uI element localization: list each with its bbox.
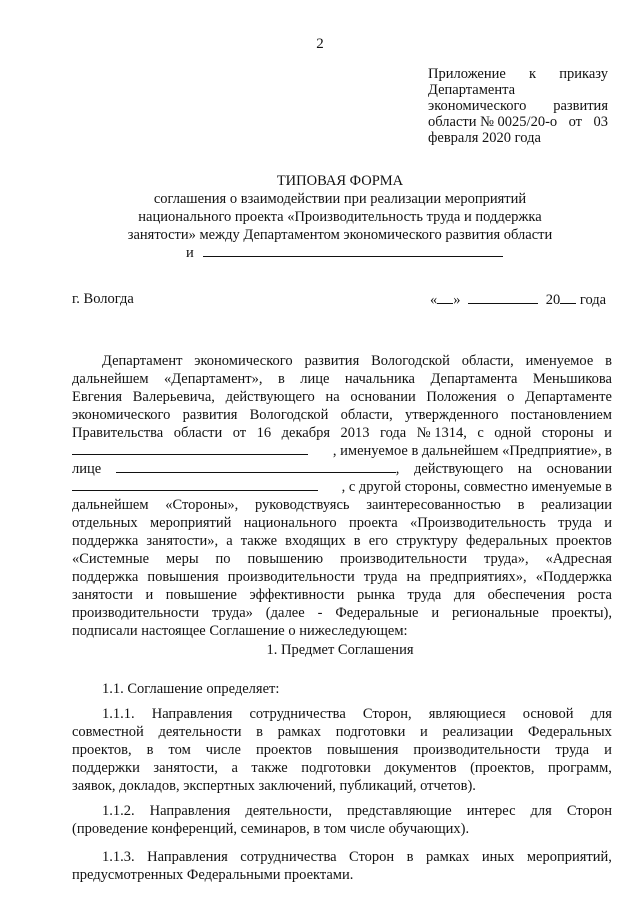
word: производительности: [340, 551, 468, 567]
word: Сторон,: [362, 706, 412, 722]
word: труда: [407, 587, 442, 603]
document-subtitle-counterparty: [186, 244, 503, 262]
document-subtitle-line: занятости» между Департаментом экономического развития области: [127, 227, 553, 243]
document-subtitle-line: соглашения о взаимодействии при реализации мероприятий: [153, 191, 527, 207]
word: рамках: [426, 849, 470, 865]
representative-blank: [116, 460, 396, 473]
word: Евгения: [72, 389, 123, 405]
word: 1.1.2.: [102, 803, 135, 819]
word: производительности: [72, 605, 199, 621]
word: а: [226, 533, 233, 549]
text-fragment: заявок, докладов, экспертных заключений, публикаций, отчетов).: [72, 778, 476, 794]
text-line: [72, 496, 612, 514]
word: реализации: [442, 724, 514, 740]
clause-1-1-3: [72, 848, 612, 884]
word: начальника: [344, 371, 415, 387]
text-line: [72, 370, 612, 388]
text-line: [72, 352, 612, 370]
word: Вологодской: [249, 407, 329, 423]
word: Направления: [147, 849, 228, 865]
word: основании: [546, 461, 612, 477]
text-fragment: , с другой стороны, совместно именуемые в: [341, 479, 612, 495]
date-close-quote: »: [453, 292, 461, 308]
word: структуру: [396, 533, 458, 549]
word: основании: [350, 389, 416, 405]
word: лице: [300, 371, 330, 387]
word: стороны: [541, 425, 594, 441]
appendix-line: [428, 66, 608, 82]
word: федеральных: [465, 533, 548, 549]
word: Сторон: [566, 803, 612, 819]
word: рынка: [356, 587, 395, 603]
word: занятости»,: [146, 533, 219, 549]
text-fragment: (проведение конференций, семинаров, в том числе обучающих).: [72, 821, 470, 837]
word: для: [590, 706, 612, 722]
text-line: [72, 586, 612, 604]
document-title: ТИПОВАЯ ФОРМА: [276, 173, 404, 189]
year-blank: [560, 291, 576, 304]
text-line: [72, 866, 612, 884]
word: с: [477, 425, 484, 441]
appendix-header: [428, 66, 608, 146]
word: «Департамент»,: [163, 371, 263, 387]
text-line: [72, 442, 612, 460]
text-line: [72, 532, 612, 550]
word: являющиеся: [428, 706, 506, 722]
text-line: [72, 777, 612, 795]
basis-blank: [72, 478, 318, 491]
word: предприятиях»,: [429, 569, 527, 585]
word: и: [145, 587, 154, 603]
word: ,: [395, 461, 400, 477]
text-line: [72, 550, 612, 568]
word: «Системные: [72, 551, 150, 567]
word: сотрудничества: [240, 849, 337, 865]
word: утвержденного: [405, 407, 499, 423]
word: развития: [182, 407, 238, 423]
word: на: [517, 461, 532, 477]
word: постановлением: [510, 407, 612, 423]
word: Вологодской: [371, 353, 450, 369]
word: Направления: [151, 706, 233, 722]
word: Сторон: [349, 849, 395, 865]
word: национального: [243, 515, 337, 531]
text-line: [72, 388, 612, 406]
word: совместной: [72, 724, 144, 740]
city: г. Вологда: [72, 291, 134, 307]
appendix-line: Департамента: [428, 82, 516, 98]
text-line: [72, 741, 612, 759]
word: поддержка: [72, 533, 139, 549]
word: в: [517, 497, 525, 513]
word: представляющие: [346, 803, 452, 819]
word: в: [406, 849, 414, 865]
word: проектов: [255, 742, 312, 758]
word: том: [168, 742, 191, 758]
page-number: 2: [316, 36, 324, 52]
word: 16: [256, 425, 272, 441]
text-line: [72, 424, 612, 442]
text-fragment: , именуемое в дальнейшем «Предприятие», в: [332, 443, 612, 459]
word: повышению: [247, 551, 324, 567]
word: рамках: [277, 724, 322, 740]
word: года: [380, 425, 407, 441]
word: области,: [461, 353, 514, 369]
word: повышения: [147, 569, 219, 585]
word: числе: [205, 742, 241, 758]
word: реализации: [541, 497, 612, 513]
word: и: [420, 724, 428, 740]
text-line: [72, 514, 612, 532]
word: «Производительность: [410, 515, 546, 531]
word: занятости,: [153, 760, 218, 776]
counterparty-prefix: и: [186, 245, 194, 261]
appendix-word: приказу: [559, 66, 608, 82]
text-line: [72, 478, 612, 496]
word: иных: [481, 849, 515, 865]
word: дальнейшем: [72, 371, 149, 387]
text-line: [72, 680, 612, 698]
appendix-word: Приложение: [428, 66, 506, 82]
representative-group: [116, 460, 400, 478]
day-blank: [437, 291, 453, 304]
text-line: [72, 723, 612, 741]
word: экономического: [72, 407, 171, 423]
word: также: [240, 533, 278, 549]
word: Департамент: [102, 353, 183, 369]
word: труда: [558, 515, 592, 531]
month-blank: [468, 291, 538, 304]
word: дальнейшем: [72, 497, 149, 513]
word: мероприятий,: [526, 849, 612, 865]
word: 1.1.3.: [102, 849, 135, 865]
text-line: [72, 705, 612, 723]
word: занятости: [72, 587, 133, 603]
appendix-word: развития: [553, 98, 608, 114]
word: труда»: [211, 605, 253, 621]
appendix-line: [428, 98, 608, 114]
word: одной: [494, 425, 532, 441]
word: на: [406, 569, 421, 585]
section-heading: 1. Предмет Соглашения: [266, 642, 414, 658]
text-line: [72, 759, 612, 777]
word: Меньшикова: [532, 371, 612, 387]
word: заинтересованностью: [366, 497, 501, 513]
word: действующего: [225, 389, 315, 405]
enterprise-name-blank: [72, 442, 308, 455]
text-fragment: подписали настоящее Соглашение о нижеследующем:: [72, 623, 408, 639]
word: в: [353, 533, 361, 549]
word: мероприятий: [149, 515, 232, 531]
counterparty-blank: [203, 244, 503, 257]
word: также: [251, 760, 288, 776]
appendix-line: [428, 114, 608, 130]
text-fragment: предусмотренных Федеральными проектами.: [72, 867, 354, 883]
clause-1-1-1: [72, 705, 612, 795]
word: труда: [363, 569, 398, 585]
word: для: [530, 803, 552, 819]
word: Валерьевича,: [132, 389, 215, 405]
word: 2013: [340, 425, 370, 441]
appendix-word: от: [568, 114, 583, 130]
word: -: [317, 605, 323, 621]
word: на: [325, 389, 340, 405]
word: от: [232, 425, 247, 441]
appendix-word: экономического: [428, 98, 527, 114]
word: (далее: [265, 605, 305, 621]
appendix-word: 03: [593, 114, 608, 130]
word: Департамента: [430, 371, 518, 387]
appendix-word: области № 0025/20-о: [428, 114, 558, 130]
preamble-paragraph: [72, 352, 612, 640]
word: меры: [165, 551, 199, 567]
clause-1-1-2: [72, 802, 612, 838]
word: Положения: [426, 389, 497, 405]
word: и: [604, 515, 612, 531]
word: в: [605, 353, 612, 369]
word: Федеральных: [527, 724, 612, 740]
word: и: [604, 425, 612, 441]
word: № 1314,: [416, 425, 467, 441]
word: интерес: [466, 803, 516, 819]
word: проектов,: [72, 742, 132, 758]
word: декабря: [281, 425, 331, 441]
word: производительности: [227, 569, 355, 585]
word: действующего: [413, 461, 504, 477]
word: роста: [577, 587, 612, 603]
word: в: [256, 724, 263, 740]
word: развития: [304, 353, 360, 369]
signing-date: [430, 291, 606, 309]
word: «Стороны»,: [165, 497, 239, 513]
text-line: [72, 568, 612, 586]
text-line: [72, 604, 612, 622]
word: повышение: [165, 587, 237, 603]
word: отдельных: [72, 515, 138, 531]
word: (проектов,: [470, 760, 535, 776]
document-subtitle-line: национального проекта «Производительность труда и поддержка: [138, 209, 542, 225]
word: труда»,: [483, 551, 529, 567]
text-line: [72, 406, 612, 424]
word: области,: [340, 407, 393, 423]
word: труда: [555, 742, 590, 758]
word: подготовки: [335, 724, 406, 740]
text-line: [72, 622, 612, 640]
appendix-line: февраля 2020 года: [428, 130, 541, 146]
word: лице: [72, 461, 102, 477]
word: подготовки: [301, 760, 371, 776]
word: повышения: [326, 742, 399, 758]
word: для: [453, 587, 476, 603]
word: сотрудничества: [249, 706, 346, 722]
word: области: [173, 425, 223, 441]
word: документов: [384, 760, 457, 776]
word: эффективности: [249, 587, 345, 603]
word: его: [368, 533, 388, 549]
word: входящих: [285, 533, 346, 549]
word: региональные: [452, 605, 539, 621]
word: проектов: [555, 533, 612, 549]
word: руководствуясь: [254, 497, 350, 513]
date-open-quote: «: [430, 292, 438, 308]
word: обеспечения: [487, 587, 566, 603]
text-line: [72, 848, 612, 866]
word: производительности: [413, 742, 541, 758]
word: Департаменте: [525, 389, 612, 405]
word: и: [604, 742, 612, 758]
text-line: [72, 820, 612, 838]
year-suffix: года: [579, 292, 607, 308]
text-line: [72, 460, 612, 478]
word: по: [215, 551, 231, 567]
word: программ,: [548, 760, 612, 776]
appendix-word: к: [529, 66, 537, 82]
word: поддержки: [72, 760, 140, 776]
word: в: [146, 742, 154, 758]
text-line: [72, 802, 612, 820]
word: Правительства: [72, 425, 164, 441]
text-fragment: 1.1. Соглашение определяет:: [102, 681, 280, 697]
word: Федеральные: [335, 605, 419, 621]
word: а: [231, 760, 238, 776]
word: проекта: [349, 515, 398, 531]
word: именуемое: [525, 353, 594, 369]
word: «Поддержка: [535, 569, 612, 585]
word: деятельности,: [245, 803, 332, 819]
clause-1-1: [72, 680, 612, 698]
year-prefix: 20: [545, 292, 561, 308]
word: «Адресная: [545, 551, 612, 567]
word: 1.1.1.: [102, 706, 135, 722]
word: проекты),: [551, 605, 612, 621]
word: и: [431, 605, 440, 621]
word: в: [277, 371, 285, 387]
word: основой: [522, 706, 574, 722]
word: поддержка: [72, 569, 139, 585]
word: Направления: [149, 803, 231, 819]
word: экономического: [194, 353, 293, 369]
word: деятельности: [158, 724, 242, 740]
word: о: [507, 389, 515, 405]
